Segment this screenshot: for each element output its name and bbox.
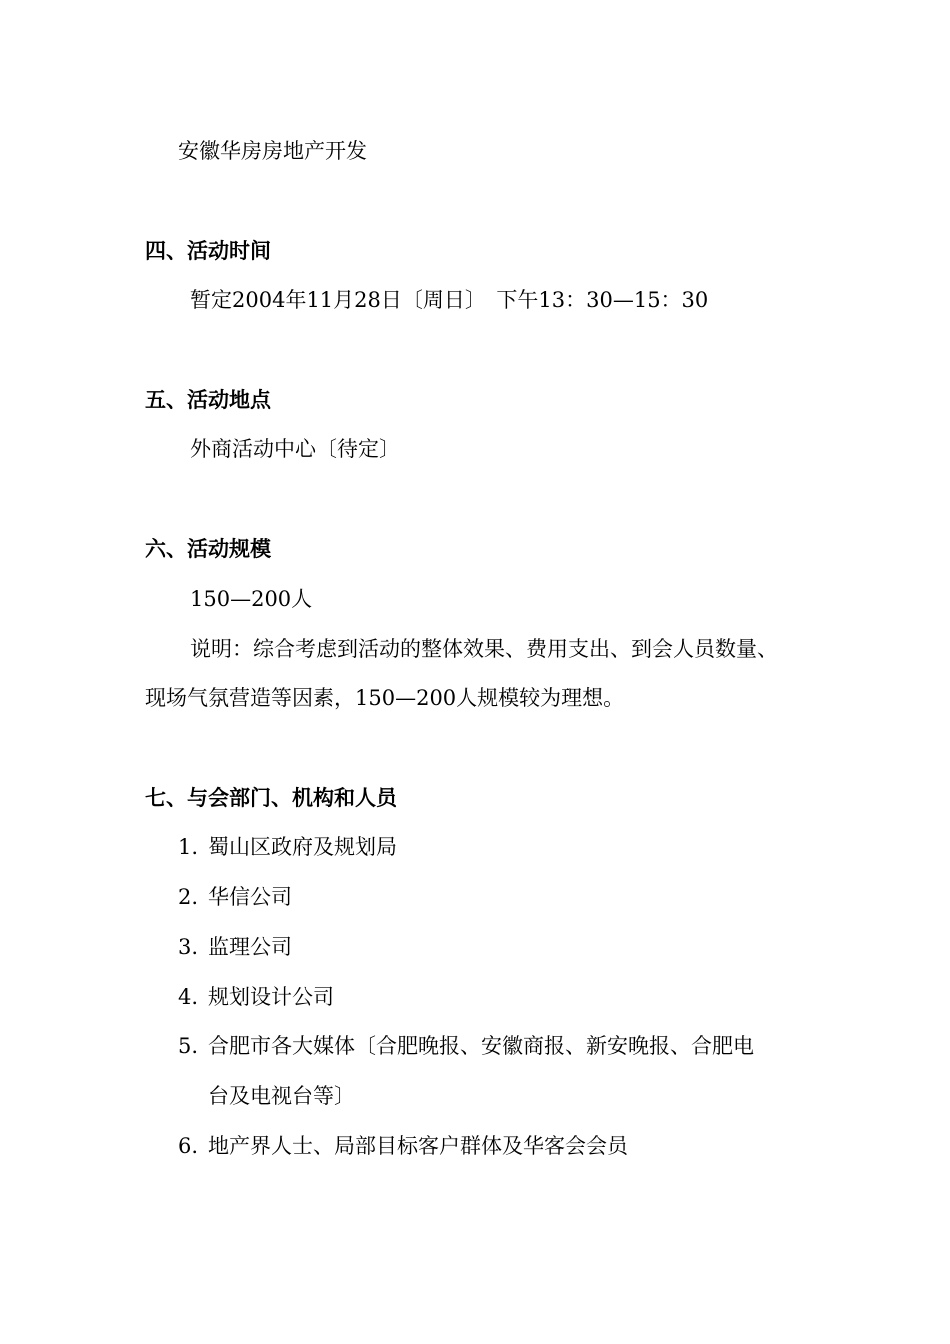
list-item-number: 5. bbox=[178, 1034, 199, 1058]
list-item-number: 3. bbox=[178, 935, 199, 959]
list-item-number: 4. bbox=[178, 985, 199, 1009]
section-heading-scale: 六、活动规模 bbox=[145, 537, 271, 561]
list-item bbox=[178, 882, 292, 912]
section-heading-location: 五、活动地点 bbox=[145, 388, 271, 412]
list-item bbox=[178, 932, 292, 962]
section-heading-participants: 七、与会部门、机构和人员 bbox=[145, 786, 397, 810]
list-item-text: 规划设计公司 bbox=[208, 985, 334, 1009]
list-item bbox=[178, 832, 397, 862]
scale-note-line-2: 现场气氛营造等因素，150—200人规模较为理想。 bbox=[145, 686, 625, 710]
list-item-number: 1. bbox=[178, 835, 199, 859]
list-item-text: 蜀山区政府及规划局 bbox=[208, 835, 397, 859]
list-item-text: 合肥市各大媒体〔合肥晚报、安徽商报、新安晚报、合肥电 bbox=[208, 1034, 754, 1058]
list-item bbox=[178, 1131, 628, 1161]
list-item bbox=[178, 982, 334, 1012]
list-item-number: 6. bbox=[178, 1134, 199, 1158]
list-item bbox=[178, 1031, 754, 1061]
scale-note-line-1: 说明：综合考虑到活动的整体效果、费用支出、到会人员数量、 bbox=[190, 637, 778, 661]
list-item-number: 2. bbox=[178, 885, 199, 909]
list-item-text: 监理公司 bbox=[208, 935, 292, 959]
section-heading-time: 四、活动时间 bbox=[145, 239, 271, 263]
list-item-text: 华信公司 bbox=[208, 885, 292, 909]
activity-scale-text: 150—200人 bbox=[190, 587, 313, 611]
list-item-text: 地产界人士、局部目标客户群体及华客会会员 bbox=[208, 1134, 628, 1158]
activity-time-text: 暂定2004年11月28日〔周日〕 下午13：30—15：30 bbox=[190, 288, 709, 312]
intro-line: 安徽华房房地产开发 bbox=[178, 139, 367, 163]
activity-location-text: 外商活动中心〔待定〕 bbox=[190, 437, 400, 461]
list-item-continuation: 台及电视台等〕 bbox=[208, 1084, 355, 1108]
